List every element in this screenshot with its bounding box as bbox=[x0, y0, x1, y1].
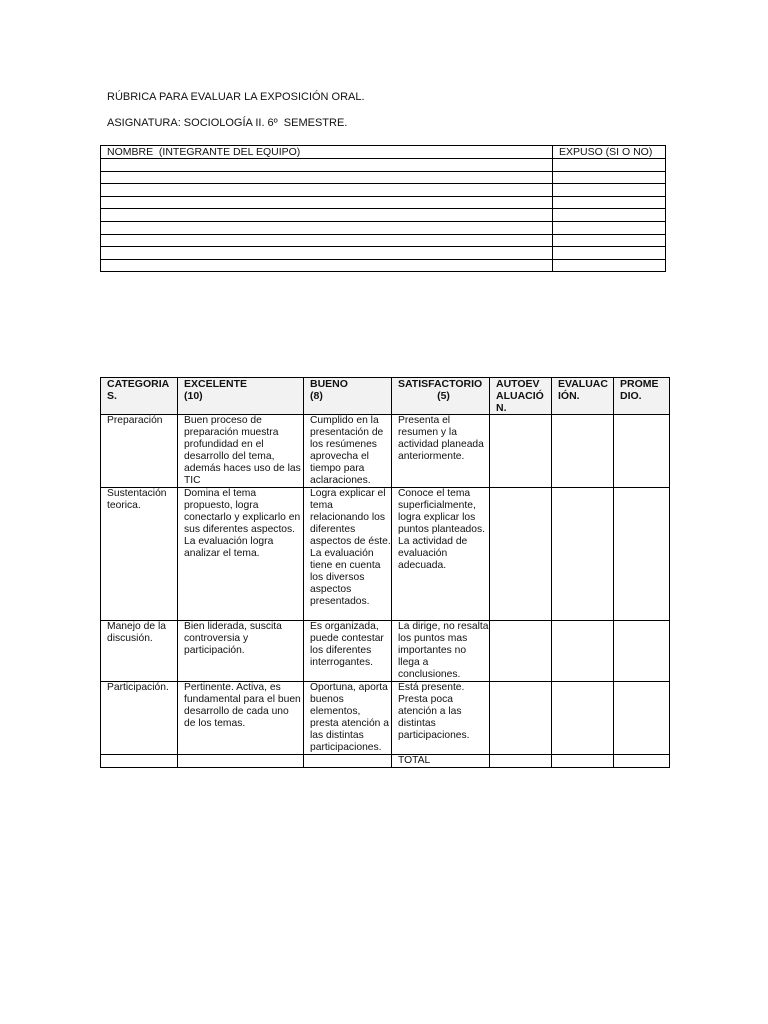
average-header: PROME DIO. bbox=[614, 378, 670, 415]
rubric-table bbox=[100, 377, 670, 768]
rubric-row bbox=[101, 682, 670, 755]
team-row[interactable] bbox=[101, 234, 666, 247]
presented-cell[interactable] bbox=[553, 159, 666, 172]
category-cell: Preparación bbox=[101, 415, 178, 488]
evaluation-cell[interactable] bbox=[552, 415, 614, 488]
team-row[interactable] bbox=[101, 196, 666, 209]
good-cell: Es organizada, puede contestar los diferentes interrogantes. bbox=[304, 621, 392, 682]
excellent-cell: Buen proceso de preparación muestra profundidad en el desarrollo del tema, además haces uso de las TIC bbox=[178, 415, 304, 488]
team-row[interactable] bbox=[101, 209, 666, 222]
satisfactory-cell: La dirige, no resalta los puntos mas importantes no llega a conclusiones. bbox=[392, 621, 490, 682]
member-name-cell[interactable] bbox=[101, 209, 553, 222]
evaluation-cell[interactable] bbox=[552, 488, 614, 621]
team-row[interactable] bbox=[101, 171, 666, 184]
satisfactory-cell: Está presente. Presta poca atención a las distintas participaciones. bbox=[392, 682, 490, 755]
evaluation-cell[interactable] bbox=[552, 621, 614, 682]
presented-cell[interactable] bbox=[553, 234, 666, 247]
good-header bbox=[304, 378, 392, 415]
team-table-header-row bbox=[101, 146, 666, 159]
good-cell: Oportuna, aporta buenos elementos, presta atención a las distintas participaciones. bbox=[304, 682, 392, 755]
presented-cell[interactable] bbox=[553, 184, 666, 197]
rubric-header-row bbox=[101, 378, 670, 415]
category-cell: Sustentación teorica. bbox=[101, 488, 178, 621]
average-cell[interactable] bbox=[614, 415, 670, 488]
empty-cell bbox=[101, 755, 178, 768]
good-header-score: (8) bbox=[310, 390, 323, 402]
total-label: TOTAL bbox=[392, 755, 490, 768]
total-evaluation-cell[interactable] bbox=[552, 755, 614, 768]
satisfactory-header bbox=[392, 378, 490, 415]
average-cell[interactable] bbox=[614, 621, 670, 682]
excellent-cell: Domina el tema propuesto, logra conectarlo y explicarlo en sus diferentes aspectos. La evaluación logra analizar el tema. bbox=[178, 488, 304, 621]
presented-cell[interactable] bbox=[553, 259, 666, 272]
member-name-cell[interactable] bbox=[101, 234, 553, 247]
presented-cell[interactable] bbox=[553, 171, 666, 184]
member-name-cell[interactable] bbox=[101, 196, 553, 209]
total-self-eval-cell[interactable] bbox=[490, 755, 552, 768]
excellent-cell: Bien liderada, suscita controversia y participación. bbox=[178, 621, 304, 682]
satisfactory-header-score: (5) bbox=[437, 390, 450, 402]
team-row[interactable] bbox=[101, 159, 666, 172]
team-members-table bbox=[100, 145, 666, 272]
member-name-cell[interactable] bbox=[101, 247, 553, 260]
self-eval-cell[interactable] bbox=[490, 415, 552, 488]
member-name-cell[interactable] bbox=[101, 171, 553, 184]
category-header: CATEGORIA S. bbox=[101, 378, 178, 415]
good-header-label: BUENO bbox=[310, 378, 348, 390]
rubric-row bbox=[101, 488, 670, 621]
member-name-cell[interactable] bbox=[101, 221, 553, 234]
empty-cell bbox=[304, 755, 392, 768]
team-presented-header: EXPUSO (SI O NO) bbox=[553, 146, 666, 159]
self-eval-header: AUTOEV ALUACIÓ N. bbox=[490, 378, 552, 415]
satisfactory-header-label: SATISFACTORIO bbox=[398, 378, 483, 390]
presented-cell[interactable] bbox=[553, 196, 666, 209]
total-row bbox=[101, 755, 670, 768]
subject-line: ASIGNATURA: SOCIOLOGÍA II. 6º SEMESTRE. bbox=[107, 117, 348, 129]
presented-cell[interactable] bbox=[553, 209, 666, 222]
presented-cell[interactable] bbox=[553, 221, 666, 234]
empty-cell bbox=[178, 755, 304, 768]
evaluation-header: EVALUAC IÓN. bbox=[552, 378, 614, 415]
team-row[interactable] bbox=[101, 184, 666, 197]
good-cell: Cumplido en la presentación de los resúmenes aprovecha el tiempo para aclaraciones. bbox=[304, 415, 392, 488]
category-cell: Manejo de la discusión. bbox=[101, 621, 178, 682]
good-cell: Logra explicar el tema relacionando los diferentes aspectos de éste. La evaluación tiene en cuenta los diversos aspectos presentados. bbox=[304, 488, 392, 621]
excellent-header-label: EXCELENTE bbox=[184, 378, 248, 390]
team-row[interactable] bbox=[101, 259, 666, 272]
self-eval-cell[interactable] bbox=[490, 488, 552, 621]
total-average-cell[interactable] bbox=[614, 755, 670, 768]
excellent-header-score: (10) bbox=[184, 390, 203, 402]
member-name-cell[interactable] bbox=[101, 259, 553, 272]
self-eval-cell[interactable] bbox=[490, 682, 552, 755]
average-cell[interactable] bbox=[614, 682, 670, 755]
satisfactory-cell: Presenta el resumen y la actividad planeada anteriormente. bbox=[392, 415, 490, 488]
presented-cell[interactable] bbox=[553, 247, 666, 260]
excellent-header bbox=[178, 378, 304, 415]
team-row[interactable] bbox=[101, 221, 666, 234]
document-title: RÚBRICA PARA EVALUAR LA EXPOSICIÓN ORAL. bbox=[107, 91, 365, 103]
evaluation-cell[interactable] bbox=[552, 682, 614, 755]
satisfactory-cell: Conoce el tema superficialmente, logra explicar los puntos planteados. La actividad de evaluación adecuada. bbox=[392, 488, 490, 621]
member-name-cell[interactable] bbox=[101, 159, 553, 172]
average-cell[interactable] bbox=[614, 488, 670, 621]
team-name-header: NOMBRE (INTEGRANTE DEL EQUIPO) bbox=[101, 146, 553, 159]
team-row[interactable] bbox=[101, 247, 666, 260]
rubric-row bbox=[101, 415, 670, 488]
excellent-cell: Pertinente. Activa, es fundamental para el buen desarrollo de cada uno de los temas. bbox=[178, 682, 304, 755]
self-eval-cell[interactable] bbox=[490, 621, 552, 682]
category-cell: Participación. bbox=[101, 682, 178, 755]
member-name-cell[interactable] bbox=[101, 184, 553, 197]
rubric-row bbox=[101, 621, 670, 682]
